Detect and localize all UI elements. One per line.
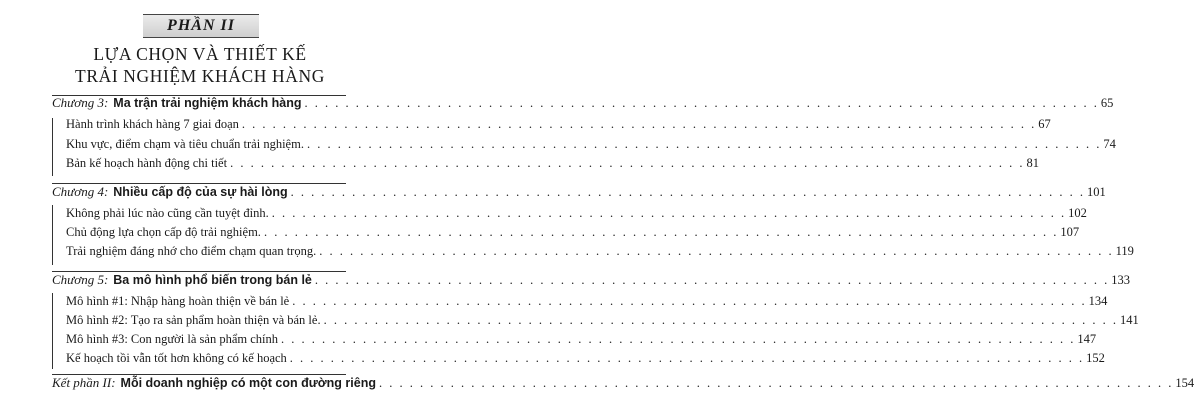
entry-title: Khu vực, điểm chạm và tiêu chuẩn trải nghiệm. <box>66 137 304 151</box>
toc-entry[interactable] <box>66 351 1105 371</box>
entry-title: Mô hình #2: Tạo ra sản phẩm hoàn thiện và bán lẻ. <box>66 313 321 327</box>
part-title-line2: TRẢI NGHIỆM KHÁCH HÀNG <box>75 66 325 86</box>
toc-entry[interactable] <box>66 332 1097 352</box>
toc-entry[interactable] <box>66 225 1080 245</box>
section-bracket <box>52 293 53 369</box>
chapter-title: Nhiều cấp độ của sự hài lòng <box>113 185 288 199</box>
toc-entry[interactable] <box>66 137 1116 157</box>
dot-leader <box>376 376 1173 391</box>
part-banner <box>143 14 259 38</box>
dot-leader <box>287 351 1084 366</box>
dot-leader <box>316 244 1113 259</box>
chapter-number: Chương 3: <box>52 95 109 110</box>
toc-entry[interactable] <box>66 117 1051 137</box>
chapter-number: Chương 5: <box>52 272 109 287</box>
toc-chapter-5[interactable] <box>52 272 1131 292</box>
dot-leader <box>227 156 1024 171</box>
entry-title: Hành trình khách hàng 7 giai đoạn <box>66 117 239 131</box>
part-title-line1: LỰA CHỌN VÀ THIẾT KẾ <box>93 44 307 64</box>
section-bracket <box>52 205 53 265</box>
conclusion-label: Kết phần II: <box>52 375 116 390</box>
toc-entry[interactable] <box>66 313 1139 333</box>
page-number: 134 <box>1088 294 1108 308</box>
chapter-title: Ba mô hình phổ biến trong bán lẻ <box>113 273 312 287</box>
chapter-number: Chương 4: <box>52 184 109 199</box>
page-number: 154 <box>1175 376 1194 390</box>
dot-leader <box>261 225 1058 240</box>
toc-conclusion[interactable] <box>52 375 1194 395</box>
dot-leader <box>321 313 1118 328</box>
dot-leader <box>312 273 1109 288</box>
page-number: 74 <box>1103 137 1116 151</box>
toc-chapter-4[interactable] <box>52 184 1106 204</box>
dot-leader <box>278 332 1075 347</box>
dot-leader <box>269 206 1066 221</box>
conclusion-title: Mỗi doanh nghiệp có một con đường riêng <box>120 376 376 390</box>
toc-chapter-3[interactable] <box>52 95 1114 115</box>
entry-title: Mô hình #1: Nhập hàng hoàn thiện về bán lẻ <box>66 294 290 308</box>
toc-entry[interactable] <box>66 294 1108 314</box>
page-number: 101 <box>1087 185 1106 199</box>
toc-entry[interactable] <box>66 244 1134 264</box>
entry-title: Không phải lúc nào cũng cần tuyệt đỉnh. <box>66 206 269 220</box>
page-number: 102 <box>1068 206 1087 220</box>
page-number: 133 <box>1111 273 1131 287</box>
entry-title: Kế hoạch tồi vẫn tốt hơn không có kế hoạch <box>66 351 287 365</box>
part-label: PHẦN II <box>167 17 235 34</box>
chapter-title: Ma trận trải nghiệm khách hàng <box>113 96 302 110</box>
dot-leader <box>289 294 1086 309</box>
dot-leader <box>304 137 1101 152</box>
dot-leader <box>302 96 1099 111</box>
page-number: 65 <box>1100 96 1114 110</box>
page-number: 67 <box>1038 117 1051 131</box>
entry-title: Trải nghiệm đáng nhớ cho điểm chạm quan trọng. <box>66 244 317 258</box>
page-number: 81 <box>1026 156 1039 170</box>
entry-title: Bản kế hoạch hành động chi tiết <box>66 156 228 170</box>
toc-entry[interactable] <box>66 156 1039 176</box>
entry-title: Mô hình #3: Con người là sản phẩm chính <box>66 332 278 346</box>
dot-leader <box>239 117 1036 132</box>
entry-title: Chủ động lựa chọn cấp độ trải nghiệm. <box>66 225 261 239</box>
page-number: 152 <box>1086 351 1105 365</box>
page-number: 141 <box>1119 313 1139 327</box>
page-number: 107 <box>1060 225 1080 239</box>
dot-leader <box>288 185 1085 200</box>
section-bracket <box>52 118 53 176</box>
page-number: 147 <box>1077 332 1097 346</box>
page-number: 119 <box>1115 244 1134 258</box>
toc-entry[interactable] <box>66 206 1087 226</box>
